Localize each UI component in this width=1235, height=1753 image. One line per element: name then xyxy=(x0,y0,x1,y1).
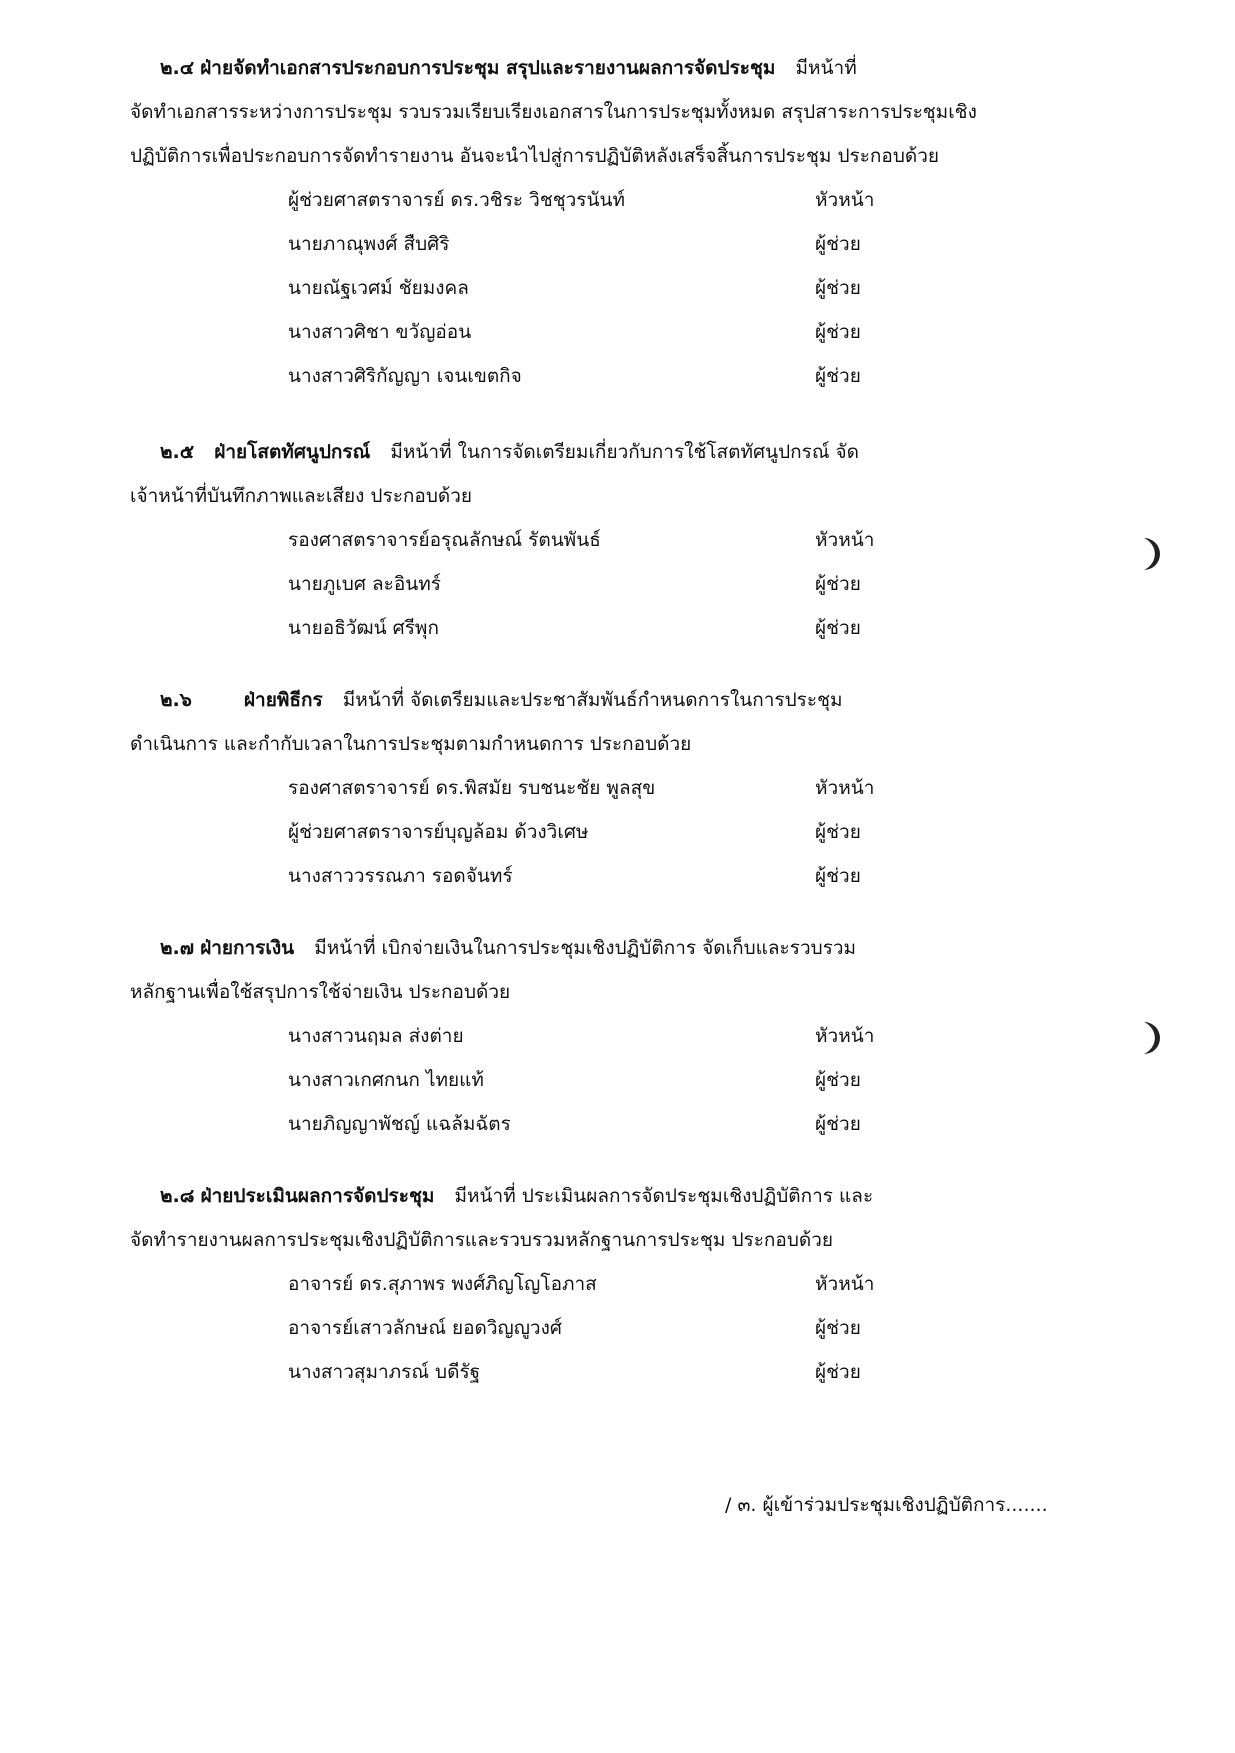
member-name: นายภิญญาพัชญ์ แฉล้มฉัตร xyxy=(288,1113,511,1135)
member-role: ผู้ช่วย xyxy=(815,1113,861,1135)
intro-line-1 xyxy=(0,1174,1235,1218)
section-number: ๒.๕ xyxy=(160,441,195,463)
continuation-footer: / ๓. ผู้เข้าร่วมประชุมเชิงปฏิบัติการ....... xyxy=(725,1494,1048,1516)
intro-line-2: เจ้าหน้าที่บันทึกภาพและเสียง ประกอบด้วย xyxy=(130,485,473,507)
member-row xyxy=(0,1102,1235,1146)
section-number: ๒.๖ xyxy=(160,689,192,711)
section-heading: ฝ่ายประเมินผลการจัดประชุม xyxy=(200,1185,435,1207)
intro-text: มีหน้าที่ จัดเตรียมและประชาสัมพันธ์กำหนดการในการประชุม xyxy=(342,689,843,711)
intro-line-3: ปฏิบัติการเพื่อประกอบการจัดทำรายงาน อันจะนำไปสู่การปฏิบัติหลังเสร็จสิ้นการประชุม ประกอบด้วย xyxy=(130,145,940,167)
section-heading: ฝ่ายพิธีกร xyxy=(243,689,323,711)
member-role: ผู้ช่วย xyxy=(815,617,861,639)
member-name: นางสาวสุมาภรณ์ บดีรัฐ xyxy=(288,1361,481,1383)
member-row xyxy=(0,1262,1235,1306)
member-row xyxy=(0,562,1235,606)
section-heading: ฝ่ายโสตทัศนูปกรณ์ xyxy=(214,441,371,463)
section-2-5 xyxy=(0,430,1235,650)
section-heading: ฝ่ายการเงิน xyxy=(200,937,295,959)
member-role: ผู้ช่วย xyxy=(815,821,861,843)
member-role: ผู้ช่วย xyxy=(815,1317,861,1339)
member-row xyxy=(0,1306,1235,1350)
member-role: ผู้ช่วย xyxy=(815,1069,861,1091)
member-row xyxy=(0,310,1235,354)
section-number: ๒.๘ xyxy=(160,1185,195,1207)
intro-line-1 xyxy=(0,46,1235,90)
member-row xyxy=(0,1058,1235,1102)
intro-text: มีหน้าที่ ในการจัดเตรียมเกี่ยวกับการใช้โสตทัศนูปกรณ์ จัด xyxy=(390,441,859,463)
member-role: ผู้ช่วย xyxy=(815,865,861,887)
member-row xyxy=(0,518,1235,562)
member-name: ผู้ช่วยศาสตราจารย์ ดร.วชิระ วิชชุวรนันท์ xyxy=(288,189,625,211)
member-role: ผู้ช่วย xyxy=(815,573,861,595)
member-name: รองศาสตราจารย์ ดร.พิสมัย รบชนะชัย พูลสุข xyxy=(288,777,656,799)
intro-line-2: ดำเนินการ และกำกับเวลาในการประชุมตามกำหนดการ ประกอบด้วย xyxy=(130,733,692,755)
section-heading: ฝ่ายจัดทำเอกสารประกอบการประชุม สรุปและรายงานผลการจัดประชุม xyxy=(200,57,776,79)
section-2-6 xyxy=(0,678,1235,898)
member-row xyxy=(0,606,1235,650)
member-name: นายอธิวัฒน์ ศรีพุก xyxy=(288,617,439,639)
section-2-4 xyxy=(0,46,1235,398)
member-role: หัวหน้า xyxy=(815,529,875,551)
intro-line-2: จัดทำเอกสารระหว่างการประชุม รวบรวมเรียบเรียงเอกสารในการประชุมทั้งหมด สรุปสาระการประชุมเชิง xyxy=(130,101,977,123)
member-list xyxy=(0,1262,1235,1394)
member-name: นางสาวศิชา ขวัญอ่อน xyxy=(288,321,472,343)
member-role: ผู้ช่วย xyxy=(815,1361,861,1383)
member-list xyxy=(0,766,1235,898)
intro-text: มีหน้าที่ xyxy=(795,57,857,79)
member-name: นายณัฐเวศม์ ชัยมงคล xyxy=(288,277,469,299)
intro-line-1 xyxy=(0,926,1235,970)
member-row xyxy=(0,766,1235,810)
member-name: อาจารย์เสาวลักษณ์ ยอดวิญญูวงศ์ xyxy=(288,1317,562,1339)
member-role: หัวหน้า xyxy=(815,777,875,799)
member-role: ผู้ช่วย xyxy=(815,233,861,255)
intro-line-2: หลักฐานเพื่อใช้สรุปการใช้จ่ายเงิน ประกอบด้วย xyxy=(130,981,511,1003)
section-intro xyxy=(0,926,1235,1014)
member-row xyxy=(0,854,1235,898)
member-name: นางสาวนฤมล ส่งต่าย xyxy=(288,1025,464,1047)
member-row xyxy=(0,222,1235,266)
section-intro xyxy=(0,430,1235,518)
member-list xyxy=(0,178,1235,398)
section-2-8 xyxy=(0,1174,1235,1394)
section-number: ๒.๗ xyxy=(160,937,195,959)
intro-text: มีหน้าที่ ประเมินผลการจัดประชุมเชิงปฏิบัติการ และ xyxy=(454,1185,874,1207)
member-row xyxy=(0,354,1235,398)
member-row xyxy=(0,1014,1235,1058)
member-name: นายภาณุพงศ์ สืบศิริ xyxy=(288,233,450,255)
section-intro xyxy=(0,1174,1235,1262)
binder-hole-mark xyxy=(1140,536,1166,572)
member-name: นางสาววรรณภา รอดจันทร์ xyxy=(288,865,513,887)
member-role: ผู้ช่วย xyxy=(815,365,861,387)
intro-line-1 xyxy=(0,430,1235,474)
member-name: อาจารย์ ดร.สุภาพร พงศ์ภิญโญโอภาส xyxy=(288,1273,597,1295)
member-role: หัวหน้า xyxy=(815,189,875,211)
member-list xyxy=(0,518,1235,650)
section-intro xyxy=(0,46,1235,178)
member-row xyxy=(0,178,1235,222)
intro-line-2: จัดทำรายงานผลการประชุมเชิงปฏิบัติการและรวบรวมหลักฐานการประชุม ประกอบด้วย xyxy=(130,1229,834,1251)
member-row xyxy=(0,810,1235,854)
section-intro xyxy=(0,678,1235,766)
member-name: นางสาวเกศกนก ไทยแท้ xyxy=(288,1069,484,1091)
member-name: นายภูเบศ ละอินทร์ xyxy=(288,573,441,595)
member-role: ผู้ช่วย xyxy=(815,321,861,343)
member-name: นางสาวศิริกัญญา เจนเขตกิจ xyxy=(288,365,522,387)
intro-line-1 xyxy=(0,678,1235,722)
member-role: หัวหน้า xyxy=(815,1025,875,1047)
member-name: รองศาสตราจารย์อรุณลักษณ์ รัตนพันธ์ xyxy=(288,529,601,551)
member-name: ผู้ช่วยศาสตราจารย์บุญล้อม ด้วงวิเศษ xyxy=(288,821,589,843)
section-number: ๒.๔ xyxy=(160,57,195,79)
binder-hole-mark xyxy=(1140,1020,1166,1056)
member-role: ผู้ช่วย xyxy=(815,277,861,299)
member-list xyxy=(0,1014,1235,1146)
member-row xyxy=(0,266,1235,310)
member-row xyxy=(0,1350,1235,1394)
section-2-7 xyxy=(0,926,1235,1146)
member-role: หัวหน้า xyxy=(815,1273,875,1295)
intro-text: มีหน้าที่ เบิกจ่ายเงินในการประชุมเชิงปฏิบัติการ จัดเก็บและรวบรวม xyxy=(314,937,857,959)
